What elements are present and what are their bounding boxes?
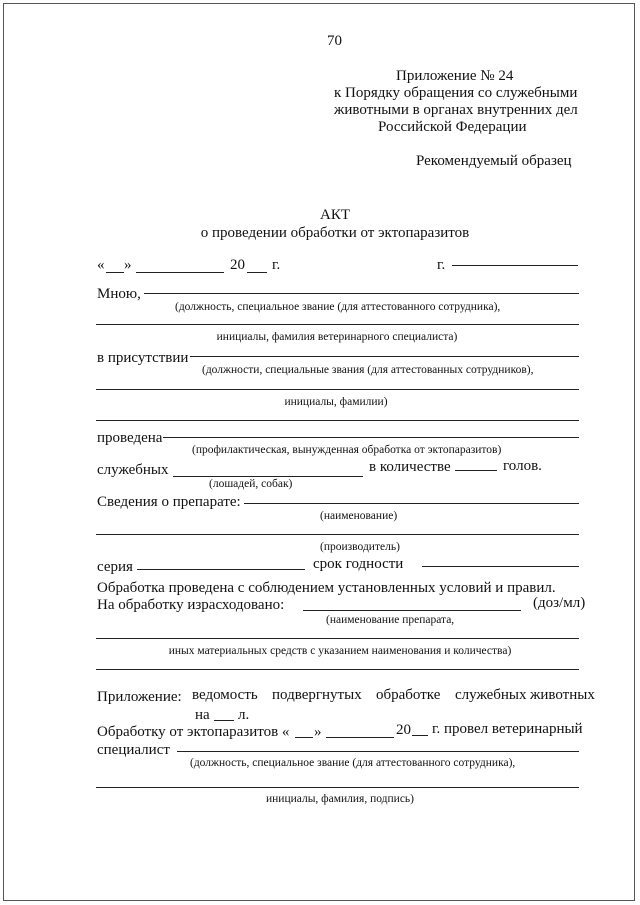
materials-hint: иных материальных средств с указанием наименования и количества) bbox=[168, 645, 512, 657]
quantity-line[interactable] bbox=[455, 470, 497, 471]
attachment-label: Приложение: bbox=[97, 689, 182, 705]
conducted-hint: (профилактическая, вынужденная обработка от эктопаразитов) bbox=[192, 444, 502, 456]
vet-hint: инициалы, фамилия ветеринарного специалиста) bbox=[216, 331, 458, 343]
animals-line[interactable] bbox=[173, 476, 363, 477]
date-close-quote: » bbox=[124, 257, 132, 273]
conducted-label: проведена bbox=[97, 430, 163, 446]
appendix-line-3: Российской Федерации bbox=[378, 119, 527, 135]
page-number: 70 bbox=[327, 33, 342, 49]
treatment-year-line[interactable] bbox=[412, 735, 428, 736]
act-title: АКТ bbox=[320, 207, 350, 223]
city-label: г. bbox=[437, 257, 446, 273]
presence-hint-2: инициалы, фамилии) bbox=[284, 396, 388, 408]
attachment-word-4: служебных bbox=[455, 687, 527, 703]
recommended-sample: Рекомендуемый образец bbox=[416, 153, 572, 169]
animals-label: служебных bbox=[97, 462, 169, 478]
appendix-title: Приложение № 24 bbox=[396, 68, 514, 84]
sheets-count-line[interactable] bbox=[214, 720, 234, 721]
drug-info-label: Сведения о препарате: bbox=[97, 494, 241, 510]
presence-hint: (должности, специальные звания (для аттестованных сотрудников), bbox=[202, 364, 534, 376]
spent-line[interactable] bbox=[303, 610, 521, 611]
appendix-line-2: животными в органах внутренних дел bbox=[334, 102, 578, 118]
attachment-word-2: подвергнутых bbox=[272, 687, 362, 703]
city-line[interactable] bbox=[452, 265, 578, 266]
specialist-hint: (должность, специальное звание (для аттестованного сотрудника), bbox=[190, 757, 516, 769]
spent-label: На обработку израсходовано: bbox=[97, 597, 285, 613]
attachment-word-5: животных bbox=[530, 687, 595, 703]
presence-line-2[interactable] bbox=[96, 389, 579, 390]
unit-label: (доз/мл) bbox=[533, 595, 586, 611]
animals-hint: (лошадей, собак) bbox=[209, 478, 293, 490]
treatment-close-quote: » bbox=[314, 724, 322, 740]
drug-name-hint: (наименование) bbox=[320, 510, 398, 522]
specialist-line[interactable] bbox=[177, 751, 579, 752]
signature-hint: инициалы, фамилия, подпись) bbox=[265, 793, 415, 805]
date-open-quote: « bbox=[97, 257, 105, 273]
shelf-life-label: срок годности bbox=[313, 556, 404, 572]
vet-line[interactable] bbox=[96, 324, 579, 325]
shelf-life-line[interactable] bbox=[422, 566, 579, 567]
quantity-label: в количестве bbox=[369, 459, 451, 475]
attachment-word-1: ведомость bbox=[192, 687, 258, 703]
treatment-month-line[interactable] bbox=[326, 737, 394, 738]
appendix-line-1: к Порядку обращения со служебными bbox=[334, 85, 578, 101]
treatment-performed: г. провел ветеринарный bbox=[432, 721, 583, 737]
materials-line[interactable] bbox=[96, 638, 579, 639]
heads-label: голов. bbox=[503, 458, 542, 474]
presence-line-3[interactable] bbox=[96, 420, 579, 421]
by-me-label: Мною, bbox=[97, 286, 141, 302]
date-year-suffix: г. bbox=[272, 257, 281, 273]
treatment-day-line[interactable] bbox=[295, 737, 313, 738]
maker-hint: (производитель) bbox=[320, 541, 400, 553]
date-year-line[interactable] bbox=[247, 272, 267, 273]
signature-line[interactable] bbox=[96, 787, 579, 788]
by-me-hint: (должность, специальное звание (для аттестованного сотрудника), bbox=[175, 301, 501, 313]
act-subtitle: о проведении обработки от эктопаразитов bbox=[200, 225, 470, 241]
date-day-line[interactable] bbox=[106, 272, 124, 273]
by-me-line[interactable] bbox=[144, 293, 579, 294]
presence-label: в присутствии bbox=[97, 350, 189, 366]
date-year-prefix: 20 bbox=[230, 257, 245, 273]
maker-line[interactable] bbox=[96, 534, 579, 535]
compliance-text: Обработка проведена с соблюдением установленных условий и правил. bbox=[97, 580, 556, 596]
attachment-word-3: обработке bbox=[376, 687, 441, 703]
conducted-line[interactable] bbox=[163, 437, 579, 438]
attachment-sheets: л. bbox=[238, 707, 250, 723]
drug-name-line[interactable] bbox=[244, 503, 579, 504]
drug-name-prep-hint: (наименование препарата, bbox=[326, 614, 455, 626]
specialist-label: специалист bbox=[97, 742, 170, 758]
presence-line[interactable] bbox=[190, 356, 579, 357]
date-month-line[interactable] bbox=[136, 272, 224, 273]
materials-line-2[interactable] bbox=[96, 669, 579, 670]
treatment-year-prefix: 20 bbox=[396, 722, 411, 738]
series-label: серия bbox=[97, 559, 133, 575]
series-line[interactable] bbox=[137, 569, 305, 570]
treatment-start: Обработку от эктопаразитов « bbox=[97, 724, 290, 740]
attachment-on: на bbox=[195, 707, 210, 723]
